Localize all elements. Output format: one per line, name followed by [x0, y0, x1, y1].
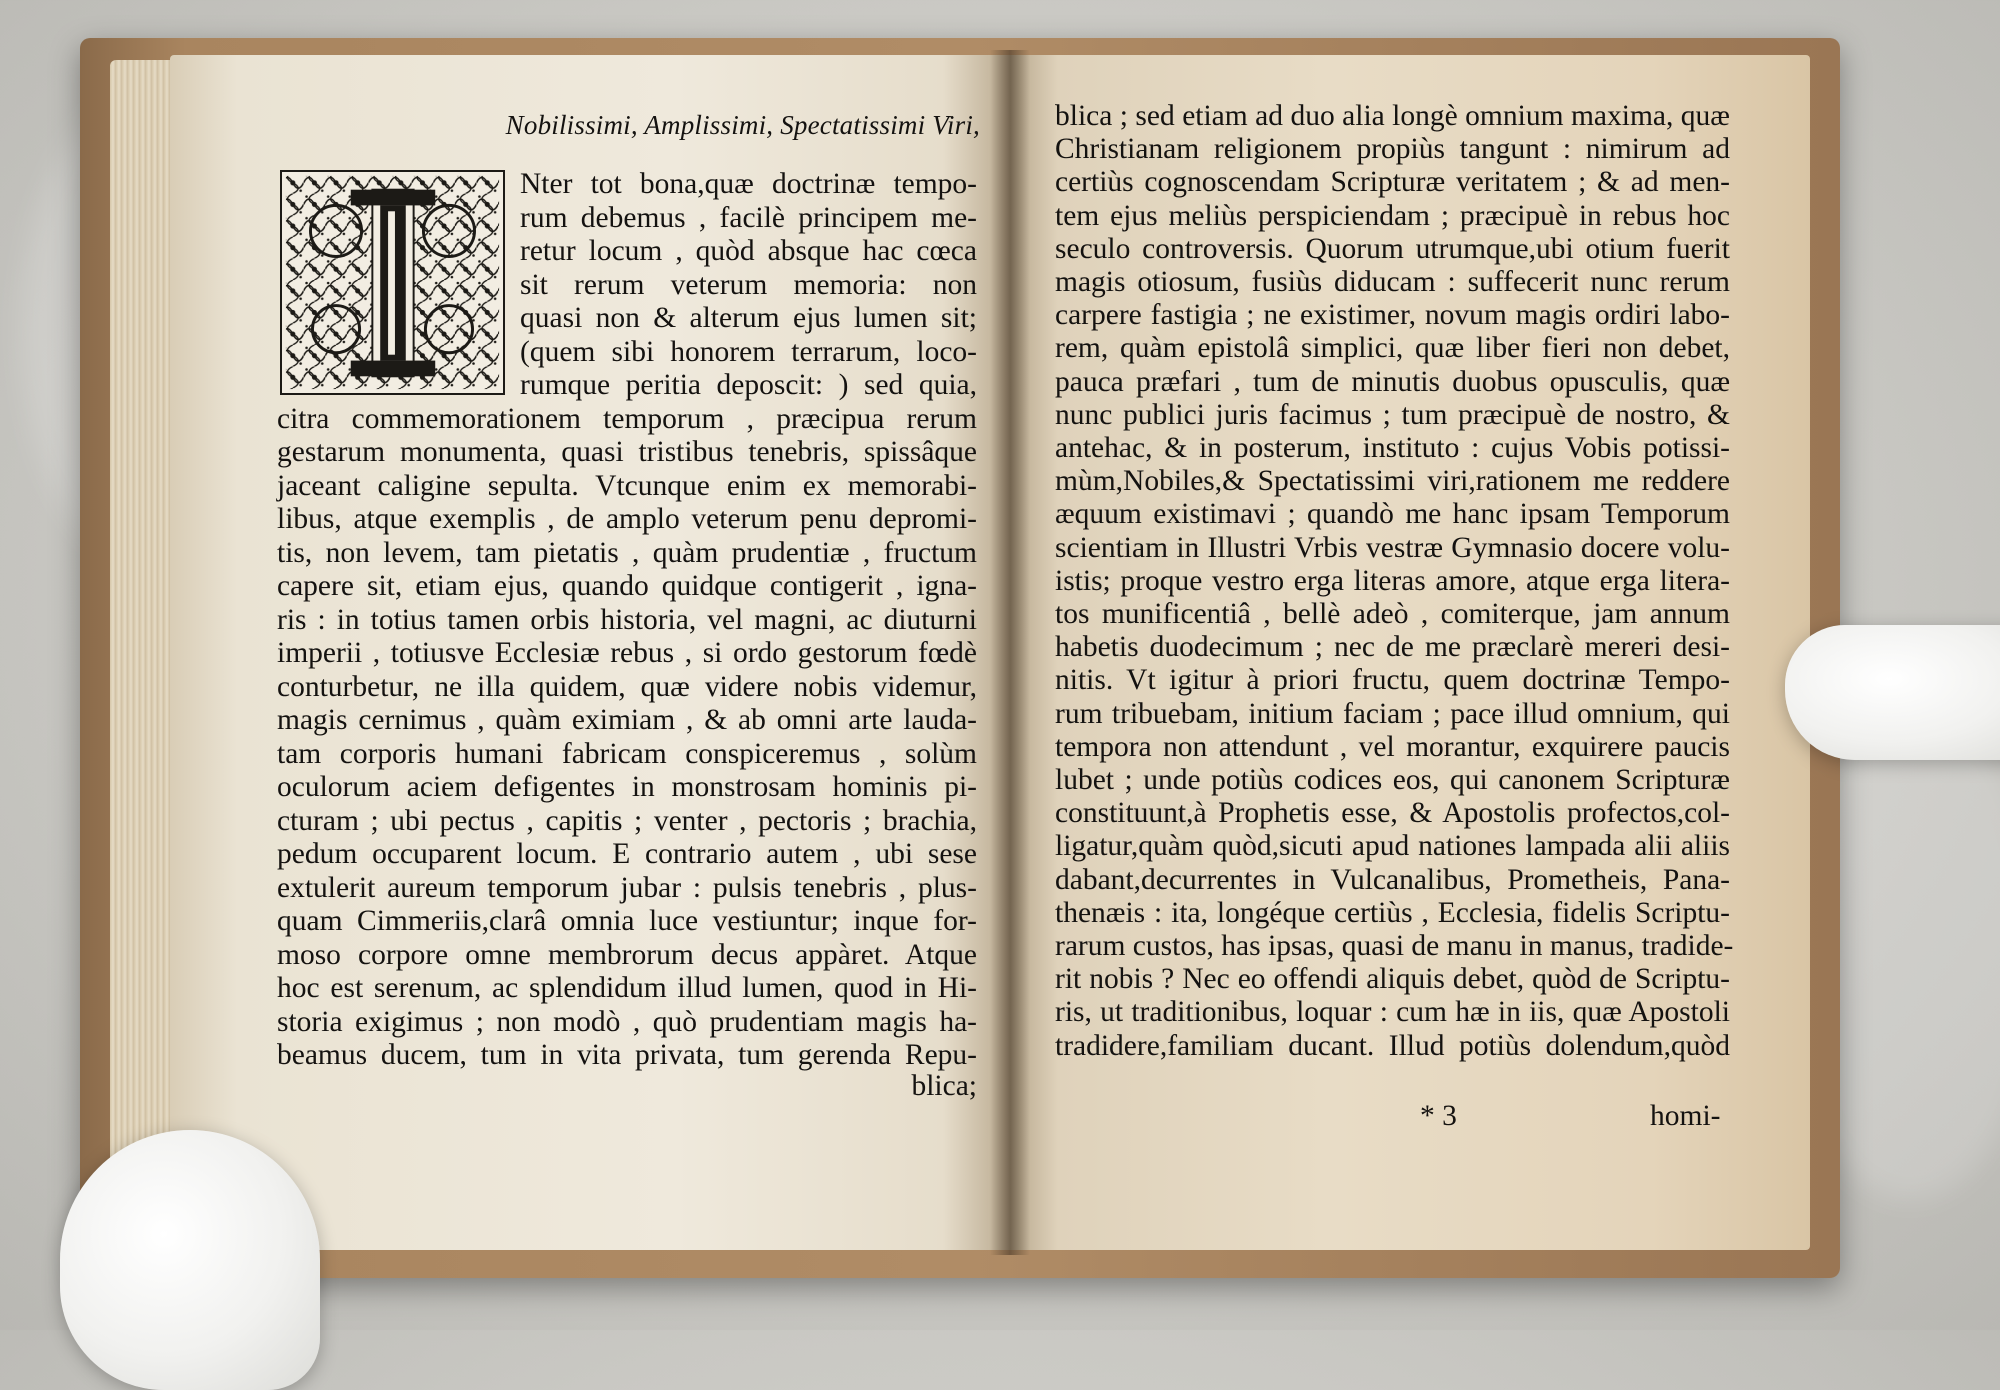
text-line: habetis duodecimum ; nec de me præclarè mereri desi- — [1055, 631, 1730, 664]
text-line: citra commemorationem temporum , præcipua rerum — [277, 402, 977, 435]
text-line: tis, non levem, tam pietatis , quàm prudentiæ , fructum — [277, 536, 977, 569]
text-line: Christianam religionem propiùs tangunt : nimirum ad — [1055, 133, 1730, 166]
text-line: magis otiosum, fusiùs diducam : suffecerit nunc rerum — [1055, 266, 1730, 298]
text-line: nunc publici juris facimus ; tum præcipuè de nostro, & — [1055, 398, 1730, 431]
text-line: scientiam in Illustri Vrbis vestræ Gymnasio docere volu- — [1055, 531, 1730, 564]
text-line: quasi non & alterum ejus lumen sit; — [520, 302, 977, 334]
text-line: rum debemus , facilè principem me- — [520, 201, 977, 234]
text-line: certiùs cognoscendam Scripturæ veritatem ; & ad men- — [1055, 166, 1730, 199]
text-line: beamus ducem, tum in vita privata, tum gerenda Repu- — [277, 1039, 977, 1071]
text-line: ligatur,quàm quòd,sicuti apud nationes lampada alii aliis — [1055, 830, 1730, 863]
text-line: mùm,Nobiles,& Spectatissimi viri,rationem me reddere — [1055, 465, 1730, 498]
text-line: rarum custos, has ipsas, quasi de manu in manus, tradide- — [1055, 930, 1734, 962]
text-line: jaceant caligine sepulta. Vtcunque enim ex memorabi- — [277, 469, 977, 502]
text-line: quam Cimmeriis,clarâ omnia luce vestiuntur; inque for- — [277, 905, 977, 937]
white-glove-left — [60, 1130, 320, 1390]
text-line: cturam ; ubi pectus , capitis ; venter , pectoris ; brachia, — [277, 804, 977, 837]
catchword: homi- — [1650, 1100, 1721, 1132]
running-head: Nobilissimi, Amplissimi, Spectatissimi Viri, — [505, 110, 980, 140]
text-line: lubet ; unde potiùs codices eos, qui canonem Scripturæ — [1055, 764, 1730, 796]
text-line: antehac, & in posterum, instituto : cujus Vobis potissi- — [1055, 432, 1730, 464]
book-gutter — [990, 50, 1030, 1255]
text-line: sit rerum veterum memoria: non — [520, 268, 977, 301]
text-line: dabant,decurrentes in Vulcanalibus, Prometheis, Pana- — [1055, 863, 1730, 896]
text-line: moso corpore omne membrorum decus appàret. Atque — [277, 938, 977, 971]
white-glove-right — [1785, 625, 2000, 760]
text-line: retur locum , quòd absque hac cœca — [520, 235, 977, 267]
text-line: hoc est serenum, ac splendidum illud lumen, quod in Hi- — [277, 972, 977, 1004]
left-page — [170, 55, 1010, 1250]
ornamental-initial-i-icon — [282, 172, 503, 393]
signature-mark: * 3 — [1420, 1100, 1457, 1132]
text-line: storia exigimus ; non modò , quò prudentiam magis ha- — [277, 1005, 977, 1038]
text-line: rit nobis ? Nec eo offendi aliquis debet, quòd de Scriptu- — [1055, 963, 1730, 996]
text-line: conturbetur, ne illa quidem, quæ videre nobis videmur, — [277, 670, 977, 703]
text-line: magis cernimus , quàm eximiam , & ab omni arte lauda- — [277, 704, 977, 736]
decorated-initial — [280, 170, 505, 395]
text-line: imperii , totiusve Ecclesiæ rebus , si ordo gestorum fœdè — [277, 637, 977, 669]
text-line: Nter tot bona,quæ doctrinæ tempo- — [520, 168, 977, 200]
text-line: ris : in totius tamen orbis historia, vel magni, ac diuturni — [277, 603, 977, 636]
text-line: rum tribuebam, initium faciam ; pace illud omnium, qui — [1055, 697, 1730, 730]
text-line: tos munificentiâ , bellè adeò , comiterque, jam annum — [1055, 598, 1730, 630]
text-line: capere sit, etiam ejus, quando quidque contigerit , igna- — [277, 570, 977, 602]
text-line: nitis. Vt igitur à priori fructu, quem doctrinæ Tempo- — [1055, 664, 1730, 697]
text-line: æquum existimavi ; quandò me hanc ipsam Temporum — [1055, 498, 1730, 531]
text-line: tempora non attendunt , vel morantur, exquirere paucis — [1055, 730, 1730, 763]
text-line: pedum occuparent locum. E contrario autem , ubi sese — [277, 838, 977, 870]
text-line: seculo controversis. Quorum utrumque,ubi otium fuerit — [1055, 232, 1730, 265]
text-line: istis; proque vestro erga literas amore, atque erga litera- — [1055, 564, 1730, 597]
text-line: constituunt,à Prophetis esse, & Apostolis profectos,col- — [1055, 797, 1730, 830]
text-line: libus, atque exemplis , de amplo veterum penu depromi- — [277, 503, 977, 535]
text-line: (quem sibi honorem terrarum, loco- — [520, 335, 977, 368]
text-line: rumque peritia deposcit: ) sed quia, — [520, 369, 977, 401]
text-line: thenæis : ita, longéque certiùs , Ecclesia, fidelis Scriptu- — [1055, 896, 1730, 929]
text-line: extulerit aureum temporum jubar : pulsis tenebris , plus- — [277, 871, 977, 904]
right-page — [1010, 55, 1810, 1250]
text-line: rem, quàm epistolâ simplici, quæ liber fieri non debet, — [1055, 332, 1730, 365]
text-line: pauca præfari , tum de minutis duobus opusculis, quæ — [1055, 365, 1730, 398]
text-line: gestarum monumenta, quasi tristibus tenebris, spissâque — [277, 436, 977, 468]
catchword: blica; — [911, 1070, 977, 1102]
text-line: tradidere,familiam ducant. Illud potiùs dolendum,quòd — [1055, 1029, 1730, 1062]
text-line: ris, ut traditionibus, loquar : cum hæ in iis, quæ Apostoli — [1055, 996, 1730, 1029]
text-line: blica ; sed etiam ad duo alia longè omnium maxima, quæ — [1055, 100, 1730, 132]
text-line: carpere fastigia ; ne existimer, novum magis ordiri labo- — [1055, 299, 1730, 332]
text-line: tam corporis humani fabricam conspiceremus , solùm — [277, 737, 977, 770]
text-line: tem ejus meliùs perspiciendam ; præcipuè in rebus hoc — [1055, 199, 1730, 232]
text-line: oculorum aciem defigentes in monstrosam hominis pi- — [277, 771, 977, 803]
